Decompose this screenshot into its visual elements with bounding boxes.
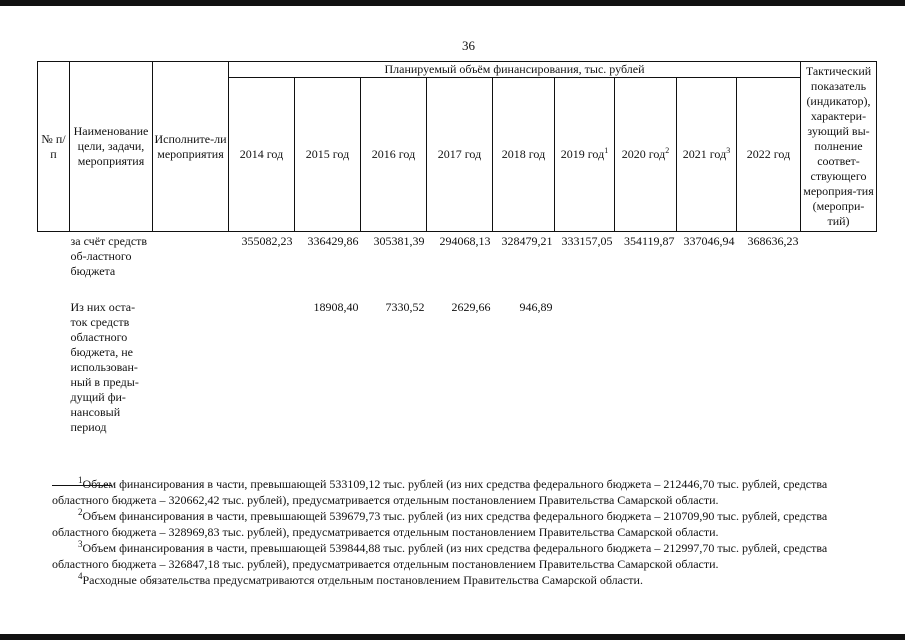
col-header-num: № п/п — [38, 62, 70, 232]
cell-indicator — [801, 232, 877, 295]
footnotes — [52, 476, 852, 588]
top-border — [0, 0, 905, 6]
cell-name: Из них оста-ток средств областного бюджета, не использован-ный в преды-дущий фи-нансовый период — [70, 300, 139, 434]
page-number: 36 — [462, 38, 475, 53]
cell-value: 946,89 — [519, 300, 553, 314]
year-header: 2014 год — [229, 78, 295, 232]
cell-value — [555, 294, 615, 440]
col-header-executor: Исполните-ли мероприятия — [153, 62, 229, 232]
year-header: 2021 год$^3$ — [677, 78, 737, 232]
col-header-name: Наименование цели, задачи, мероприятия — [70, 62, 153, 232]
cell-indicator — [801, 294, 877, 440]
year-header: 2019 год$^1$ — [555, 78, 615, 232]
cell-value — [229, 294, 295, 440]
cell-value: 333157,05 — [561, 234, 613, 248]
footnote: $^3$Объем финансирования в части, превышающей 539844,88 тыс. рублей (из них средства федерального бюджета – 212997,70 тыс. рублей, средства областного бюджета – 326847,18 тыс. рублей), предусматривается отдельным постановлением Правительства Самарской области. — [52, 539, 828, 571]
cell-value: 294068,13 — [439, 234, 491, 248]
col-header-funding: Планируемый объём финансирования, тыс. рублей — [229, 62, 801, 78]
table-row — [38, 232, 877, 295]
cell-value: 328479,21 — [501, 234, 553, 248]
cell-num — [38, 294, 70, 440]
cell-value: 337046,94 — [683, 234, 735, 248]
header-row-top — [38, 62, 877, 78]
cell-value: 305381,39 — [373, 234, 425, 248]
cell-value — [615, 294, 677, 440]
year-header: 2015 год — [295, 78, 361, 232]
cell-value: 7330,52 — [385, 300, 425, 314]
year-header: 2018 год — [493, 78, 555, 232]
col-header-indicator: Тактический показатель (индикатор), характери-зующий вы-полнение соответ-ствующего мероприя-тия (меропри-тий) — [801, 62, 877, 232]
year-header: 2022 год — [737, 78, 801, 232]
footnote: $^2$Объем финансирования в части, превышающей 539679,73 тыс. рублей (из них средства федерального бюджета – 210709,90 тыс. рублей, средства областного бюджета – 328969,83 тыс. рублей), предусматривается отдельным постановлением Правительства Самарской области. — [52, 507, 828, 539]
funding-table — [37, 61, 877, 440]
cell-name: за счёт средств об-ластного бюджета — [70, 234, 148, 278]
table-row — [38, 294, 877, 440]
cell-executor — [153, 232, 229, 295]
year-header: 2016 год — [361, 78, 427, 232]
cell-value: 18908,40 — [313, 300, 359, 314]
cell-value: 336429,86 — [307, 234, 359, 248]
cell-value: 368636,23 — [747, 234, 799, 248]
cell-value: 354119,87 — [623, 234, 675, 248]
cell-value: 2629,66 — [451, 300, 491, 314]
year-header: 2017 год — [427, 78, 493, 232]
footnote-rule — [52, 485, 112, 486]
footnote: $^1$Объем финансирования в части, превышающей 533109,12 тыс. рублей (из них средства федерального бюджета – 212446,70 тыс. рублей, средства областного бюджета – 320662,42 тыс. рублей), предусматривается отдельным постановлением Правительства Самарской области. — [52, 475, 828, 507]
footnote: $^4$Расходные обязательства предусматриваются отдельным постановлением Правительства Самарской области. — [78, 571, 643, 587]
cell-executor — [153, 294, 229, 440]
cell-num — [38, 232, 70, 295]
year-header: 2020 год$^2$ — [615, 78, 677, 232]
cell-value: 355082,23 — [241, 234, 293, 248]
cell-value — [737, 294, 801, 440]
cell-value — [677, 294, 737, 440]
bottom-border — [0, 634, 905, 640]
